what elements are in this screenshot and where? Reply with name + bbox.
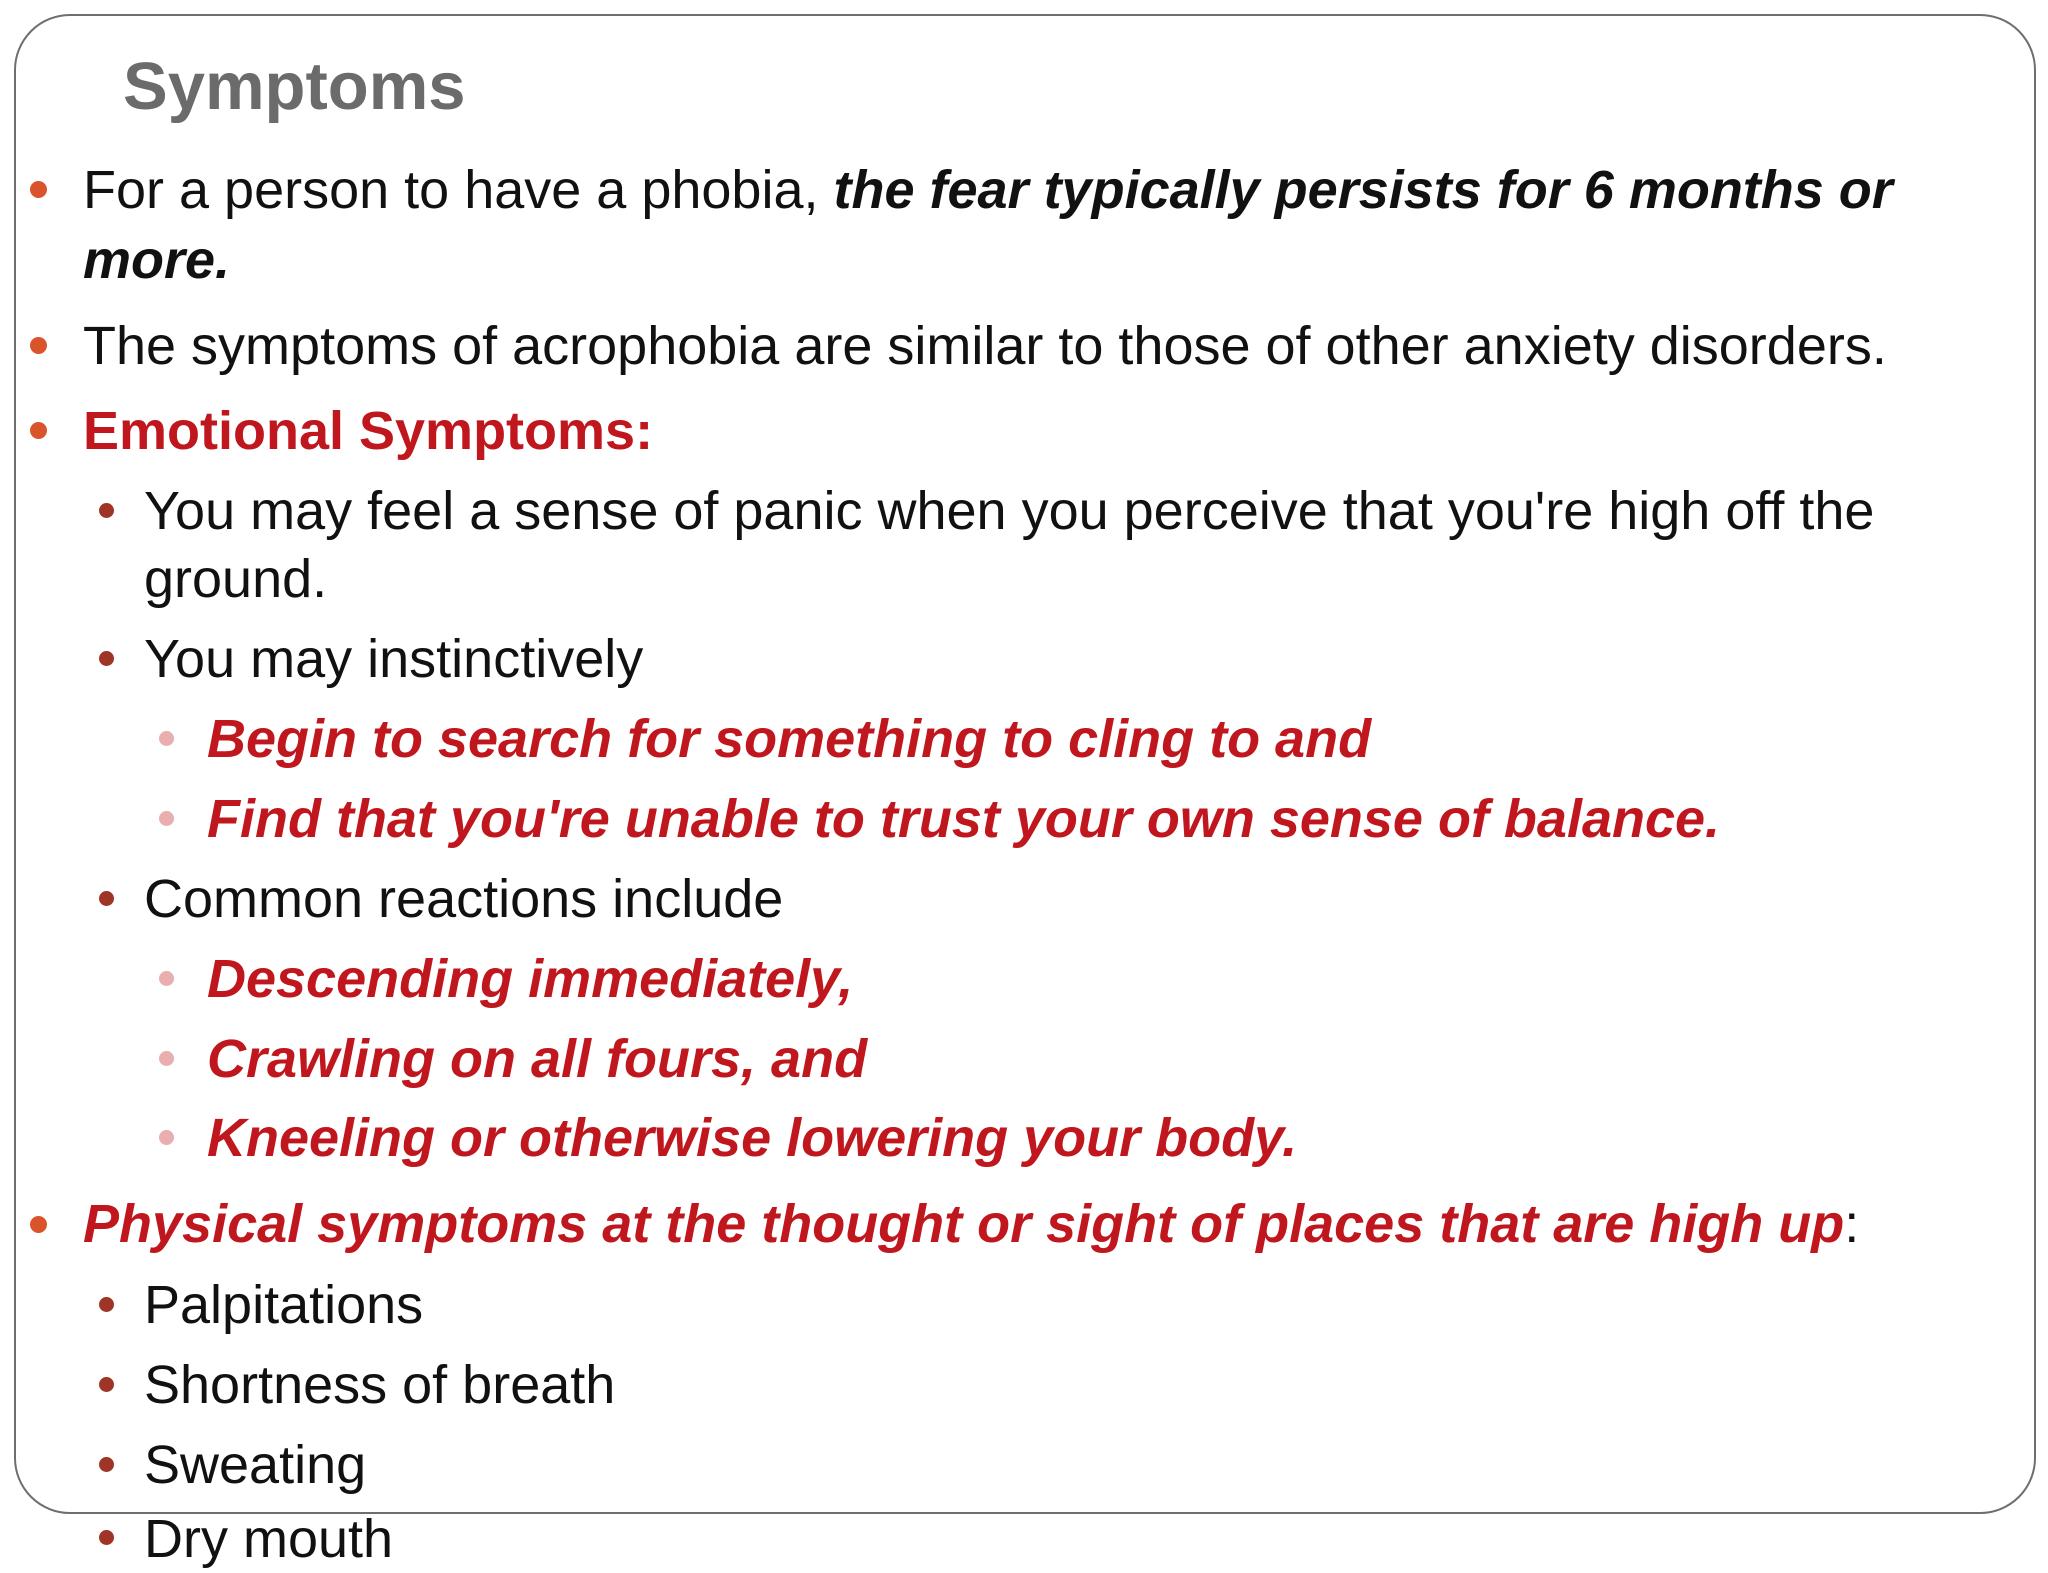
bullet-icon xyxy=(159,1130,174,1145)
list-item: Dry mouth xyxy=(144,1509,394,1569)
list-item: For a person to have a phobia, the fear typically persists for 6 months or xyxy=(83,160,1893,220)
bullet-icon xyxy=(159,811,174,826)
bullet-icon xyxy=(159,971,174,986)
list-item: The symptoms of acrophobia are similar to those of other anxiety disorders. xyxy=(83,316,1887,376)
list-item: Begin to search for something to cling to and xyxy=(207,709,1372,769)
bullet-icon xyxy=(30,1216,47,1233)
bullet-icon xyxy=(99,1377,114,1392)
list-item: Sweating xyxy=(144,1435,367,1495)
slide-title: Symptoms xyxy=(123,49,466,124)
list-item: Crawling on all fours, and xyxy=(207,1029,868,1089)
list-item: Find that you're unable to trust your own sense of balance. xyxy=(207,789,1721,849)
list-item: Shortness of breath xyxy=(144,1355,616,1415)
bullet-icon xyxy=(99,1530,114,1545)
bullet-icon xyxy=(99,891,114,906)
bullet-icon xyxy=(99,1297,114,1312)
bullet-icon xyxy=(159,1051,174,1066)
list-item: Common reactions include xyxy=(144,869,784,929)
section-heading-emotional: Emotional Symptoms: xyxy=(83,401,654,461)
bullet-icon xyxy=(30,337,47,354)
bullet-icon xyxy=(159,731,174,746)
list-item-continuation: ground. xyxy=(144,549,328,609)
section-heading-physical: Physical symptoms at the thought or sight of places that are high up: xyxy=(83,1194,1860,1254)
bullet-icon xyxy=(99,651,114,666)
bullet-icon xyxy=(30,422,47,439)
bullet-icon xyxy=(30,181,47,198)
list-item: Kneeling or otherwise lowering your body. xyxy=(207,1108,1298,1168)
list-item: You may feel a sense of panic when you perceive that you're high off the xyxy=(144,481,1875,541)
list-item: Descending immediately, xyxy=(207,949,854,1009)
list-item: Palpitations xyxy=(144,1275,424,1335)
list-item-continuation: more. xyxy=(83,230,231,290)
bullet-icon xyxy=(99,503,114,518)
list-item: You may instinctively xyxy=(144,629,644,689)
bullet-icon xyxy=(99,1457,114,1472)
